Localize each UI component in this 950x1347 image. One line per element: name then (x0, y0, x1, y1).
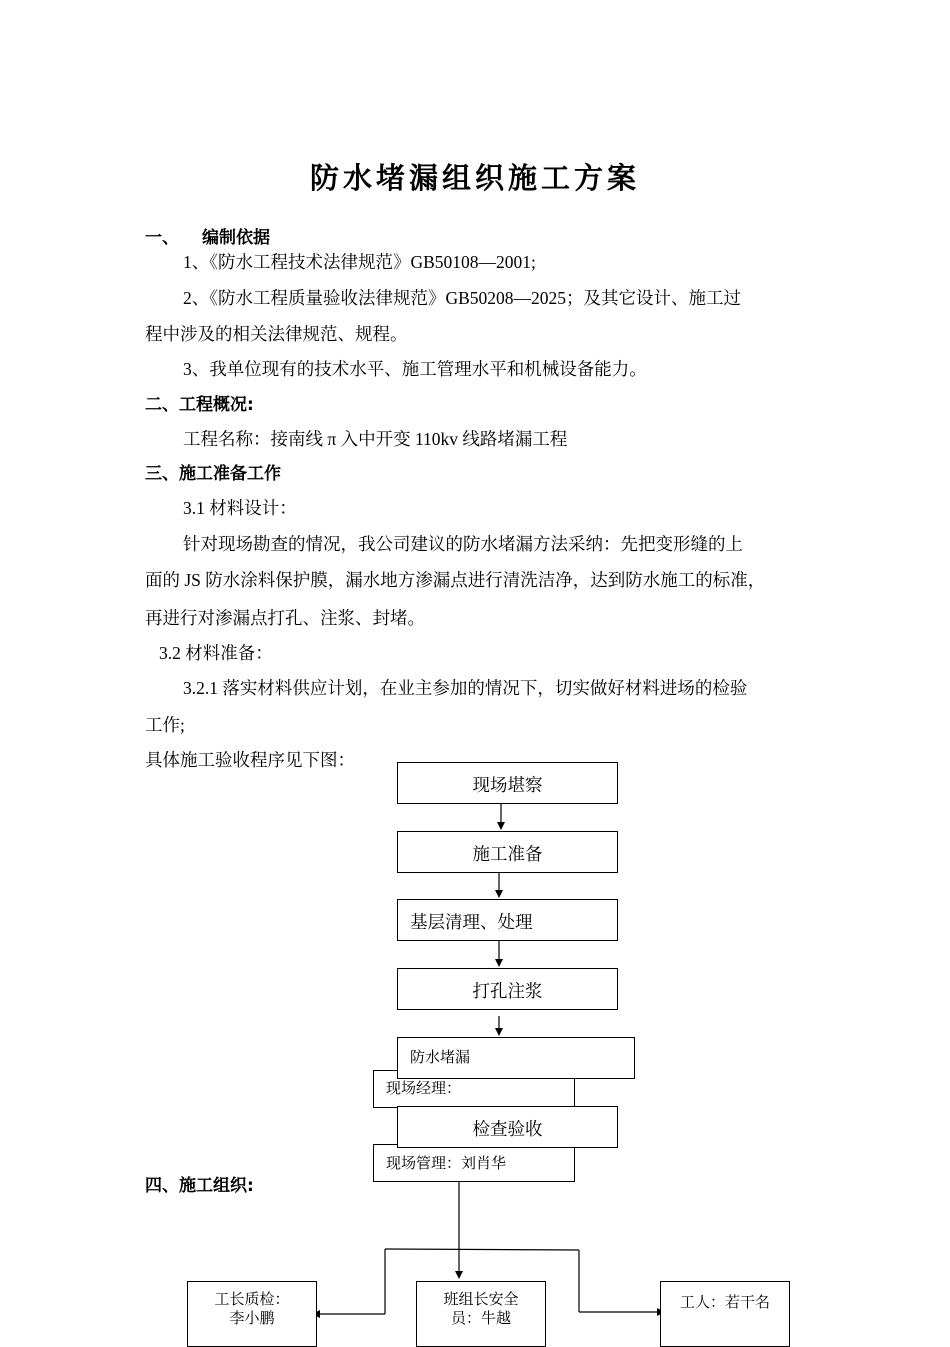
flow-step-survey: 现场堪察 (397, 762, 618, 804)
org-workers-box (660, 1281, 790, 1347)
org-foreman-qc-line1: 工长质检： (214, 1292, 290, 1308)
flow-step-leak-sealing: 防水堵漏 (397, 1037, 635, 1079)
flow-step-drilling-grouting: 打孔注浆 (397, 968, 618, 1010)
org-team-leader-line1: 班组长安全 (443, 1292, 519, 1308)
org-site-management-box (373, 1144, 575, 1182)
section1-item2-line2: 程中涉及的相关法律规范、规程。 (145, 324, 408, 344)
section3-para-line2: 面的 JS 防水涂料保护膜，漏水地方渗漏点进行清洗洁净，达到防水施工的标准， (145, 570, 766, 590)
flow-step-inspection: 检查验收 (397, 1106, 618, 1148)
org-team-leader-box (416, 1281, 546, 1347)
section3-para-line3: 再进行对渗漏点打孔、注浆、封堵。 (145, 608, 425, 628)
section4-heading: 四、施工组织: (145, 1176, 254, 1196)
section1-number: 一、 (145, 228, 179, 248)
section3-sub1: 3.1 材料设计： (183, 498, 297, 518)
org-site-manager: 现场经理： (386, 1081, 462, 1097)
org-team-leader-line2: 员：牛越 (450, 1311, 511, 1327)
section3-heading: 三、施工准备工作 (145, 464, 281, 484)
section1-heading: 编制依据 (202, 228, 270, 248)
org-foreman-qc-line2: 李小鹏 (229, 1311, 275, 1327)
page-title: 防水堵漏组织施工方案 (309, 161, 640, 195)
flow-step-base-cleaning: 基层清理、处理 (397, 899, 618, 941)
section1-item3: 3、我单位现有的技术水平、施工管理水平和机械设备能力。 (183, 359, 647, 379)
org-workers: 工人：若干名 (679, 1295, 770, 1311)
section2-heading: 二、工程概况: (145, 395, 254, 415)
section1-item2-line1: 2、《防水工程质量验收法律规范》GB50208—2025；及其它设计、施工过 (183, 288, 742, 308)
org-hbar (385, 1249, 579, 1250)
flow-step-preparation: 施工准备 (397, 831, 618, 873)
project-name: 工程名称：接南线 π 入中开变 110kv 线路堵漏工程 (183, 429, 568, 449)
org-site-management: 现场管理：刘肖华 (386, 1156, 507, 1172)
flow-intro: 具体施工验收程序见下图： (145, 750, 355, 770)
section3-sub2: 3.2 材料准备： (159, 643, 273, 663)
section3-sub21-line2: 工作; (145, 715, 185, 735)
section3-para-line1: 针对现场勘查的情况，我公司建议的防水堵漏方法采纳：先把变形缝的上 (183, 534, 743, 554)
section3-sub21-line1: 3.2.1 落实材料供应计划，在业主参加的情况下，切实做好材料进场的检验 (183, 678, 748, 698)
org-foreman-qc-box (187, 1281, 317, 1347)
section1-item1: 1、《防水工程技术法律规范》GB50108—2001; (183, 252, 536, 272)
